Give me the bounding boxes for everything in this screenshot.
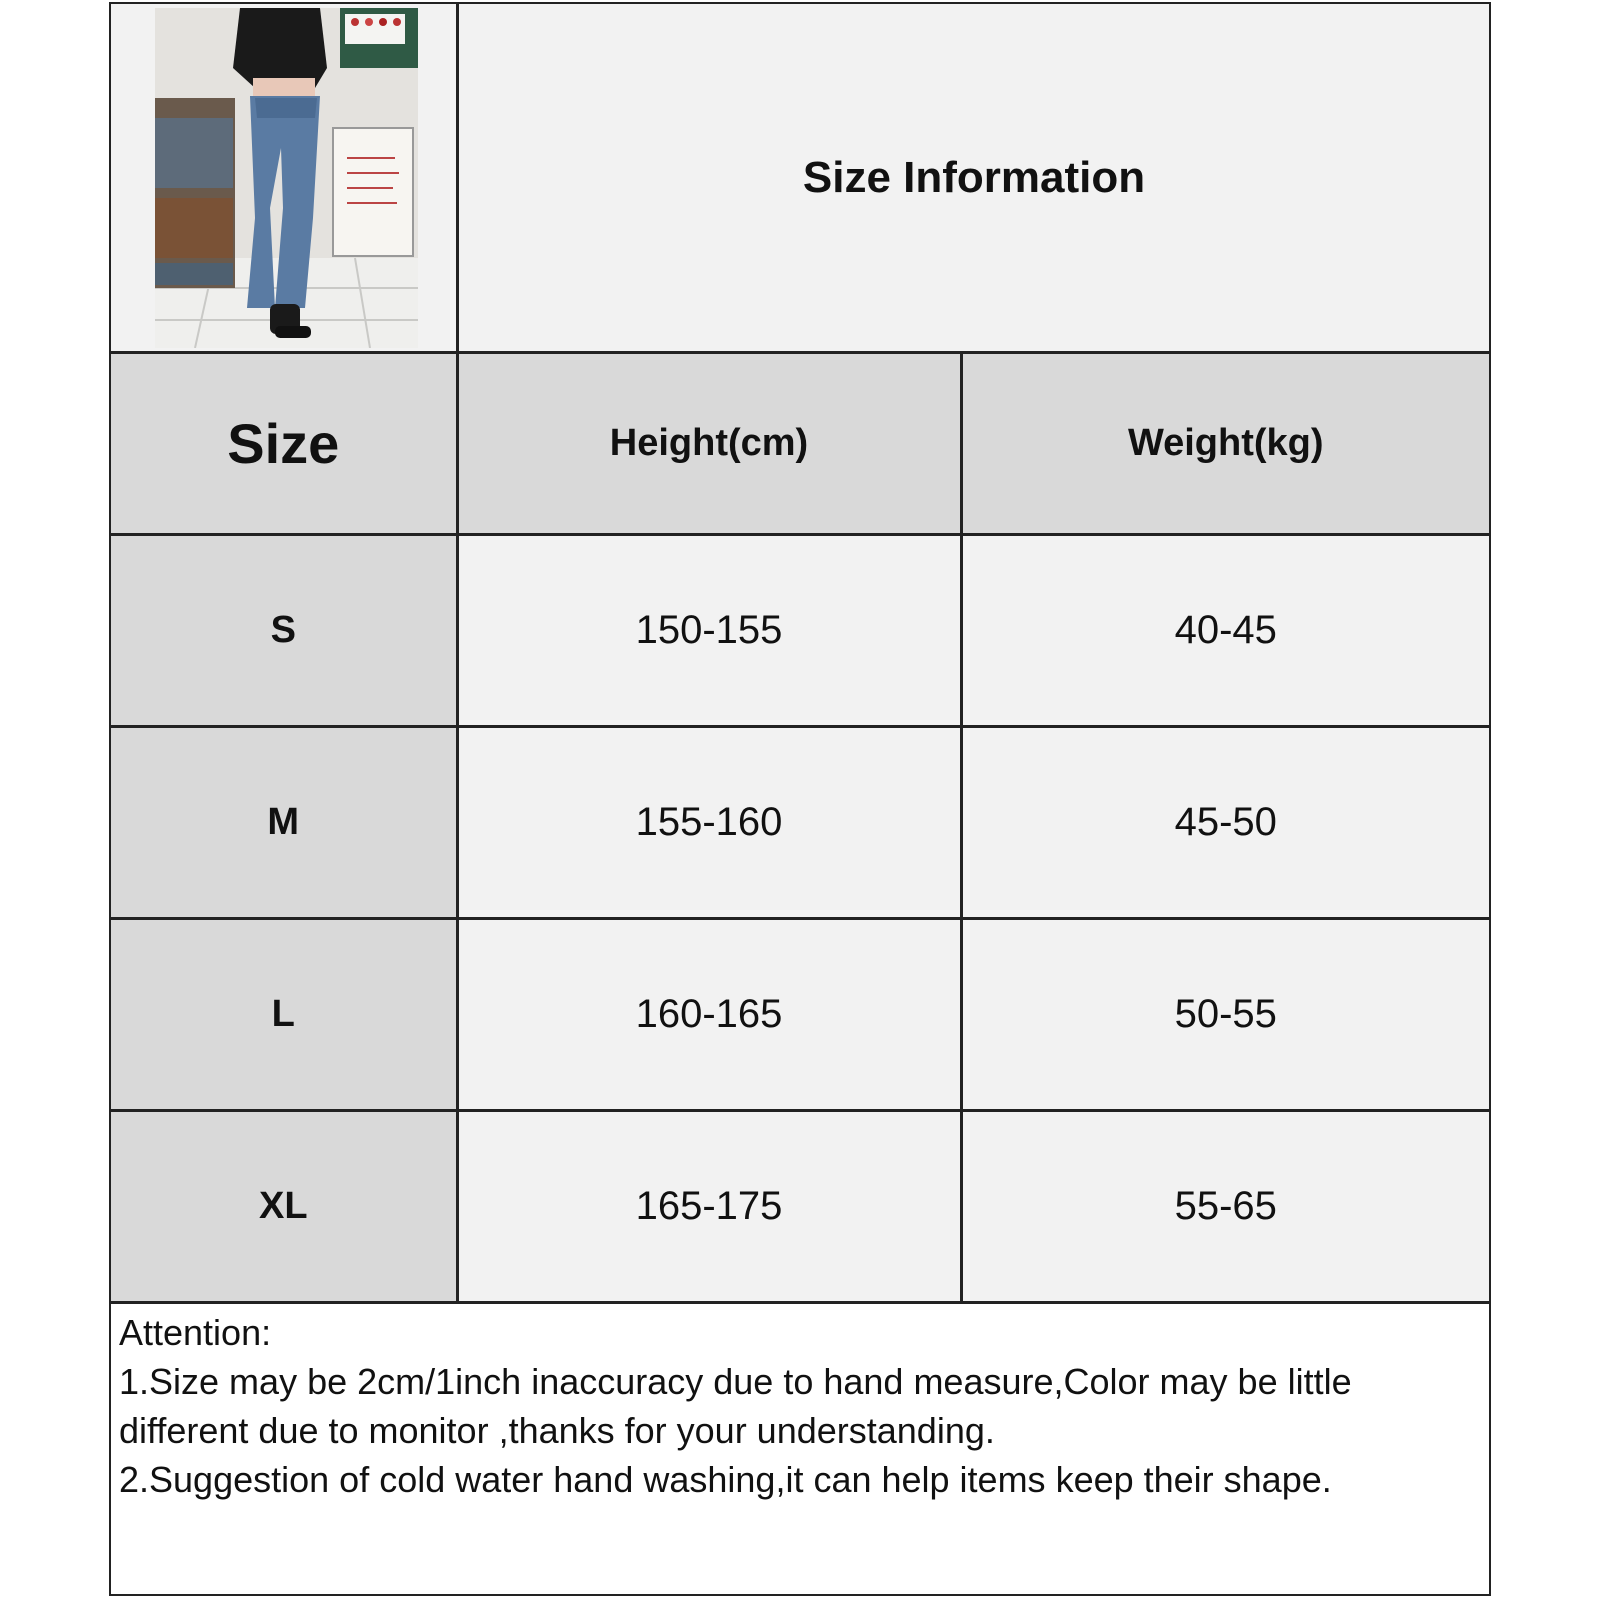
table-row xyxy=(111,726,1489,918)
column-header-height: Height(cm) xyxy=(457,354,961,534)
product-photo xyxy=(155,8,418,348)
size-cell: S xyxy=(111,534,457,726)
weight-cell: 40-45 xyxy=(961,534,1489,726)
height-cell: 155-160 xyxy=(457,726,961,918)
size-cell: M xyxy=(111,726,457,918)
weight-cell: 50-55 xyxy=(961,918,1489,1110)
column-header-weight: Weight(kg) xyxy=(961,354,1489,534)
size-chart xyxy=(109,2,1491,1596)
notes-heading: Attention: xyxy=(119,1312,272,1353)
column-header-size: Size xyxy=(111,354,457,534)
size-cell: L xyxy=(111,918,457,1110)
table-row xyxy=(111,1110,1489,1302)
table-row xyxy=(111,918,1489,1110)
table-row xyxy=(111,534,1489,726)
weight-cell: 55-65 xyxy=(961,1110,1489,1302)
notes-line-2: 2.Suggestion of cold water hand washing,it can help items keep their shape. xyxy=(119,1459,1332,1500)
height-cell: 165-175 xyxy=(457,1110,961,1302)
title-cell xyxy=(459,4,1489,351)
height-cell: 150-155 xyxy=(457,534,961,726)
weight-cell: 45-50 xyxy=(961,726,1489,918)
attention-notes xyxy=(111,1301,1489,1594)
product-photo-cell xyxy=(111,4,459,351)
size-cell: XL xyxy=(111,1110,457,1302)
notes-line-1: 1.Size may be 2cm/1inch inaccuracy due to hand measure,Color may be little different due to monitor ,thanks for your understanding. xyxy=(119,1361,1352,1451)
table-header-row xyxy=(111,354,1489,534)
chart-header xyxy=(111,4,1489,354)
chart-title: Size Information xyxy=(802,152,1146,202)
height-cell: 160-165 xyxy=(457,918,961,1110)
size-table xyxy=(111,354,1489,1302)
